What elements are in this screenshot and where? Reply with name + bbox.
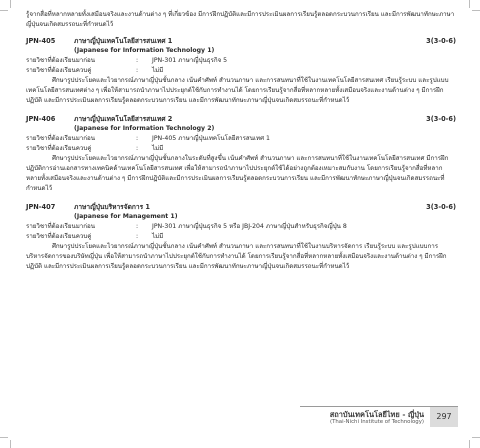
- corequisite-row: [26, 232, 456, 242]
- course-title: ภาษาญี่ปุ่นเทคโนโลยีสารสนเทศ 1: [74, 37, 173, 45]
- crop-mark: [0, 10, 8, 11]
- corequisite-label: รายวิชาที่ต้องเรียนควบคู่: [26, 145, 92, 152]
- crop-mark: [0, 437, 8, 438]
- corequisite-row: [26, 144, 456, 154]
- institute-name-english: (Thai-Nichi Institute of Technology): [330, 419, 424, 425]
- crop-mark: [469, 0, 470, 8]
- prerequisite-label: รายวิชาที่ต้องเรียนมาก่อน: [26, 135, 95, 142]
- course-title: ภาษาญี่ปุ่นบริหารจัดการ 1: [74, 203, 150, 211]
- prerequisite-label: รายวิชาที่ต้องเรียนมาก่อน: [26, 57, 95, 64]
- course-block: [26, 202, 456, 272]
- course-description: ศึกษารูปประโยคและไวยากรณ์ภาษาญี่ปุ่นชั้นกลางในระดับที่สูงขึ้น เน้นคำศัพท์ สำนวนภาษา และการสนทนาที่ใช้ในงานเทคโนโลยีสารสนเทศ มีการฝึกปฏิบัติการอ่านเอกสารทางเทคนิคด้านเทคโนโลยีสารสนเทศ เพื่อให้สามารถนำภาษาไปประยุกต์ใช้ได้อย่างถูกต้องเหมาะสมกับงาน โดยการเรียนรู้จากสื่อที่หลากหลายทั้งเสมือนจริงและงานด้านต่าง ๆ มีการฝึกปฏิบัติและมีการประเมินผลการเรียนรู้ตลอดกระบวนการเรียน และมีการพัฒนาทักษะภาษาญี่ปุ่นจนเกิดสมรรถนะที่กำหนดไว้: [26, 155, 449, 192]
- course-header: [26, 202, 456, 212]
- corequisite-value: ไม่มี: [152, 67, 164, 74]
- course-description: ศึกษารูปประโยคและไวยากรณ์ภาษาญี่ปุ่นชั้นกลาง เน้นคำศัพท์ สำนวนภาษา และการสนทนาที่ใช้ในงานบริหารจัดการ เรียนรู้ระบบ และรูปแบบการบริหารจัดการของบริษัทญี่ปุ่น เพื่อให้สามารถนำภาษาไปประยุกต์ใช้กับการทำงานได้ โดยการเรียนรู้จากสื่อที่หลากหลายทั้งเสมือนจริงและงานด้านต่าง ๆ มีการฝึกปฏิบัติ และมีการประเมินผลการเรียนรู้ตลอดกระบวนการเรียน และมีการพัฒนาทักษะภาษาญี่ปุ่นจนเกิดสมรรถนะที่กำหนดไว้: [26, 243, 447, 270]
- prerequisite-row: [26, 222, 456, 232]
- course-code: JPN-407: [26, 203, 56, 211]
- separator: :: [136, 233, 139, 240]
- prerequisite-label: รายวิชาที่ต้องเรียนมาก่อน: [26, 223, 95, 230]
- corequisite-label: รายวิชาที่ต้องเรียนควบคู่: [26, 233, 92, 240]
- course-credit: 3(3-0-6): [426, 37, 456, 45]
- prerequisite-value: JPN-405 ภาษาญี่ปุ่นเทคโนโลยีสารสนเทศ 1: [152, 135, 270, 142]
- institute-name-thai: สถาบันเทคโนโลยีไทย - ญี่ปุ่น: [329, 410, 424, 419]
- course-block: [26, 114, 456, 194]
- course-credit: 3(3-0-6): [426, 203, 456, 211]
- prerequisite-value: JPN-301 ภาษาญี่ปุ่นธุรกิจ 5: [152, 57, 228, 64]
- separator: :: [136, 57, 139, 64]
- course-block: [26, 36, 456, 106]
- corequisite-value: ไม่มี: [152, 145, 164, 152]
- page-content: [26, 10, 456, 280]
- corequisite-label: รายวิชาที่ต้องเรียนควบคู่: [26, 67, 92, 74]
- prerequisite-row: [26, 56, 456, 66]
- page-number: 297: [430, 407, 458, 427]
- course-header: [26, 114, 456, 124]
- page-footer: [300, 406, 458, 427]
- course-code: JPN-406: [26, 115, 56, 123]
- course-title: ภาษาญี่ปุ่นเทคโนโลยีสารสนเทศ 2: [74, 115, 173, 123]
- corequisite-value: ไม่มี: [152, 233, 164, 240]
- separator: :: [136, 67, 139, 74]
- course-header: [26, 36, 456, 46]
- crop-mark: [10, 0, 11, 8]
- crop-mark: [472, 10, 480, 11]
- crop-mark: [469, 440, 470, 448]
- intro-paragraph: รู้จากสื่อที่หลากหลายทั้งเสมือนจริงและงานด้านต่าง ๆ ที่เกี่ยวข้อง มีการฝึกปฏิบัติและมีการประเมินผลการเรียนรู้ตลอดกระบวนการเรียน และมีการพัฒนาทักษะภาษาญี่ปุ่นจนเกิดสมรรถนะที่กำหนดไว้: [26, 11, 455, 28]
- separator: :: [136, 135, 139, 142]
- course-title-english: (Japanese for Management 1): [74, 213, 178, 220]
- course-credit: 3(3-0-6): [426, 115, 456, 123]
- course-code: JPN-405: [26, 37, 56, 45]
- prerequisite-value: JPN-301 ภาษาญี่ปุ่นธุรกิจ 5 หรือ JBJ-204 ภาษาญี่ปุ่นสำหรับธุรกิจญี่ปุ่น 8: [152, 223, 347, 230]
- crop-mark: [10, 440, 11, 448]
- separator: :: [136, 223, 139, 230]
- corequisite-row: [26, 66, 456, 76]
- separator: :: [136, 145, 139, 152]
- crop-mark: [472, 437, 480, 438]
- course-description: ศึกษารูปประโยคและไวยากรณ์ภาษาญี่ปุ่นชั้นกลาง เน้นคำศัพท์ สำนวนภาษา และการสนทนาที่ใช้ในงานเทคโนโลยีสารสนเทศ เรียนรู้ระบบ และรูปแบบเทคโนโลยีสารสนเทศต่าง ๆ เพื่อให้สามารถนำภาษาไปประยุกต์ใช้กับการทำงานได้ โดยการเรียนรู้จากสื่อที่หลากหลายทั้งเสมือนจริงและงานด้านต่าง ๆ มีการฝึกปฏิบัติ และมีการประเมินผลการเรียนรู้ตลอดกระบวนการเรียน และมีการพัฒนาทักษะภาษาญี่ปุ่นจนเกิดสมรรถนะที่กำหนดไว้: [26, 77, 449, 104]
- course-title-english: (Japanese for Information Technology 2): [74, 125, 215, 132]
- course-title-english: (Japanese for Information Technology 1): [74, 47, 215, 54]
- prerequisite-row: [26, 134, 456, 144]
